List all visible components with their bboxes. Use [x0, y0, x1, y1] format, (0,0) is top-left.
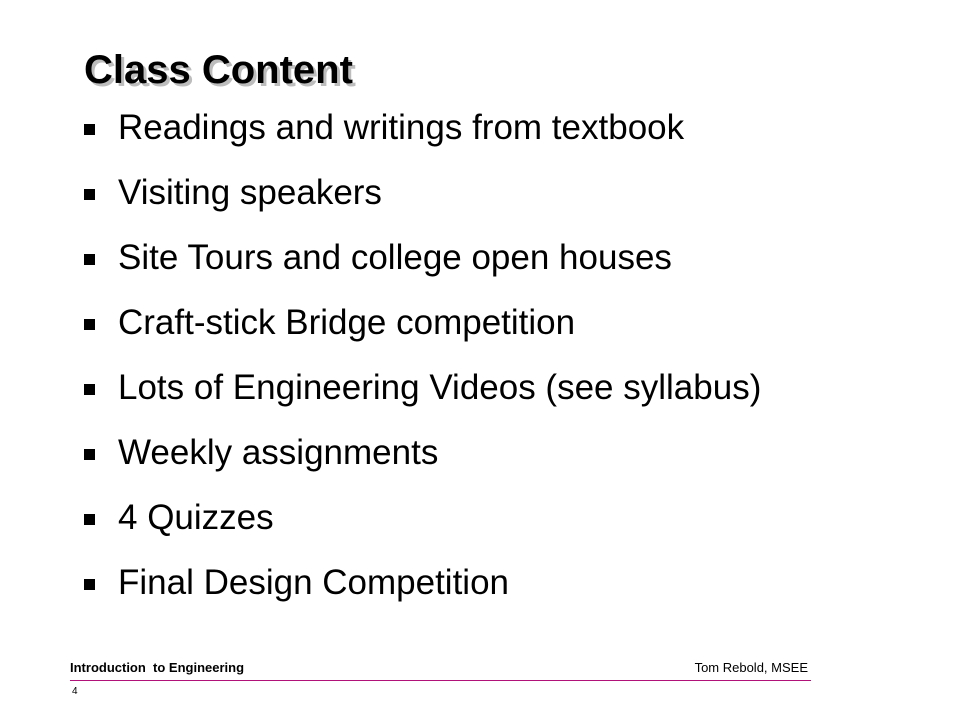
bullet-text: Site Tours and college open houses — [118, 238, 672, 277]
square-bullet-icon — [84, 514, 95, 525]
page-number: 4 — [72, 686, 78, 697]
bullet-item — [84, 173, 864, 213]
bullet-text: Weekly assignments — [118, 433, 439, 472]
slide-title: Class Content — [84, 48, 353, 92]
bullet-item — [84, 303, 864, 343]
square-bullet-icon — [84, 189, 95, 200]
square-bullet-icon — [84, 319, 95, 330]
bullet-item — [84, 238, 864, 278]
square-bullet-icon — [84, 124, 95, 135]
bullet-item — [84, 108, 864, 148]
square-bullet-icon — [84, 384, 95, 395]
bullet-item — [84, 433, 864, 473]
bullet-text: Lots of Engineering Videos (see syllabus) — [118, 368, 762, 407]
bullet-text: 4 Quizzes — [118, 498, 274, 537]
bullet-item — [84, 563, 864, 603]
bullet-text: Visiting speakers — [118, 173, 382, 212]
bullet-text: Craft-stick Bridge competition — [118, 303, 576, 342]
bullet-item — [84, 368, 864, 408]
square-bullet-icon — [84, 449, 95, 460]
footer-divider — [70, 680, 811, 681]
bullet-item — [84, 498, 864, 538]
square-bullet-icon — [84, 254, 95, 265]
footer-author: Tom Rebold, MSEE — [694, 660, 808, 675]
bullet-text: Final Design Competition — [118, 563, 510, 602]
bullet-list — [84, 108, 864, 603]
footer-course-title: Introduction to Engineering — [70, 660, 245, 675]
square-bullet-icon — [84, 579, 95, 590]
bullet-text: Readings and writings from textbook — [118, 108, 685, 147]
